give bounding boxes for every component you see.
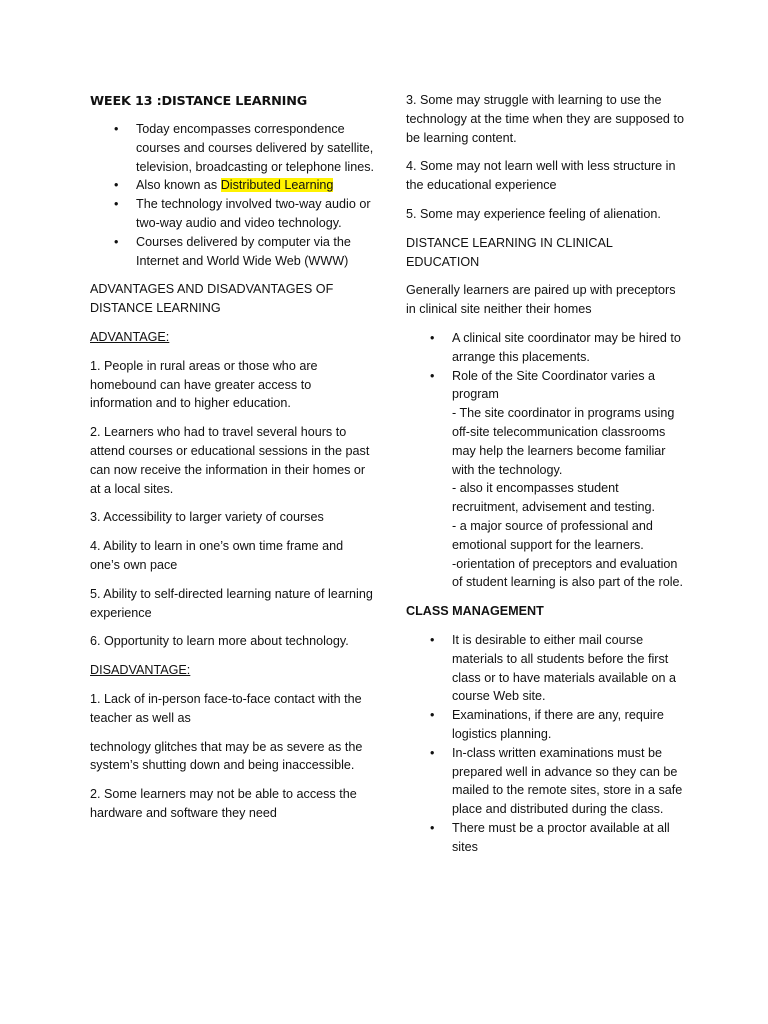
disadvantage-item: technology glitches that may be as severe as the system’s shutting down and being inaccessible. <box>90 739 363 773</box>
advantage-heading: ADVANTAGE: <box>90 329 170 344</box>
bullet-icon: • <box>114 234 119 249</box>
advantage-item: 6. Opportunity to learn more about technology. <box>90 634 349 649</box>
bullet-icon: • <box>114 197 119 212</box>
list-item: • There must be a proctor available at all sites <box>430 820 670 854</box>
list-item: • The technology involved two-way audio or two-way audio and video technology. <box>114 197 371 230</box>
disadvantage-item: 1. Lack of in-person face-to-face contact with the teacher as well as <box>90 691 362 725</box>
list-item: • In-class written examinations must be prepared well in advance so they can be mailed to the remote sites, store in a safe place and distributed during the class. <box>430 745 683 817</box>
bullet-icon: • <box>430 820 435 835</box>
list-item: • It is desirable to either mail course materials to all students before the first class or to have materials available on a course Web site. <box>430 632 677 704</box>
advantage-item: 1. People in rural areas or those who are homebound can have greater access to information and to higher education. <box>90 358 318 411</box>
bullet-icon: • <box>430 632 435 647</box>
page-title: WEEK 13 :DISTANCE LEARNING <box>90 94 308 109</box>
clinical-intro: Generally learners are paired up with preceptors in clinical site neither their homes <box>406 283 676 317</box>
intro-bullet-list <box>90 120 375 270</box>
disadvantage-heading: DISADVANTAGE: <box>90 663 191 678</box>
bullet-icon: • <box>114 178 119 193</box>
list-item: • Courses delivered by computer via the Internet and World Wide Web (WWW) <box>114 234 351 268</box>
bullet-icon: • <box>430 745 435 760</box>
advantage-item: 5. Ability to self-directed learning nature of learning experience <box>90 586 373 620</box>
left-column <box>90 91 375 833</box>
list-item: • Also known as Distributed Learning <box>90 176 375 195</box>
clinical-bullet-list <box>406 329 686 592</box>
section-heading: ADVANTAGES AND DISADVANTAGES OF DISTANCE LEARNING <box>90 282 334 316</box>
class-bullet-list <box>406 631 686 857</box>
highlighted-term: Distributed Learning <box>220 178 334 193</box>
disadvantage-item: 2. Some learners may not be able to access the hardware and software they need <box>90 787 357 820</box>
class-management-heading: CLASS MANAGEMENT <box>406 604 544 619</box>
bullet-icon: • <box>430 330 435 345</box>
list-item: • Role of the Site Coordinator varies a program - The site coordinator in programs using off-site telecommunication classrooms may help the learners become familiar with the technology. - also it encompasses student recruitment, advisement and testing. - a major source of professional and emotional support for the learners. -orientation of preceptors and evaluation of student learning is also part of the role. <box>430 368 684 590</box>
bullet-icon: • <box>430 368 435 383</box>
list-item: • A clinical site coordinator may be hired to arrange this placements. <box>430 330 681 364</box>
disadvantage-item: 4. Some may not learn well with less structure in the educational experience <box>406 159 676 193</box>
bullet-icon: • <box>430 708 435 723</box>
clinical-heading: DISTANCE LEARNING IN CLINICAL EDUCATION <box>406 235 613 269</box>
list-item: • Examinations, if there are any, require logistics planning. <box>430 708 664 741</box>
advantage-item: 4. Ability to learn in one’s own time frame and one’s own pace <box>90 539 344 572</box>
list-item: • Today encompasses correspondence courses and courses delivered by satellite, television, broadcasting or telephone lines. <box>114 122 375 174</box>
right-column <box>406 91 686 866</box>
disadvantage-item: 3. Some may struggle with learning to use the technology at the time when they are supposed to be learning content. <box>406 93 684 145</box>
advantage-item: 2. Learners who had to travel several hours to attend courses or educational sessions in the past can now receive the information in their homes or at a local sites. <box>90 425 370 496</box>
advantage-item: 3. Accessibility to larger variety of courses <box>90 510 324 525</box>
disadvantage-item: 5. Some may experience feeling of alienation. <box>406 206 661 221</box>
bullet-icon: • <box>114 122 119 136</box>
